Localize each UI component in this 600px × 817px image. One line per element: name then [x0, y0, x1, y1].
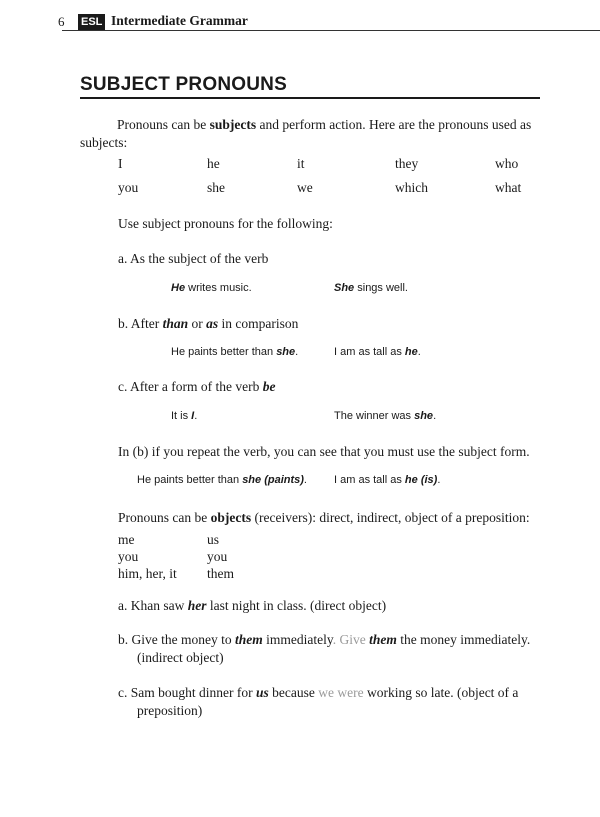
pronoun-cell: they	[395, 156, 419, 171]
page-number: 6	[58, 14, 65, 29]
example-text: b. Give the money to	[118, 632, 235, 647]
example-text: I am as tall as	[334, 474, 405, 486]
example-text: the money immediately.	[396, 632, 531, 647]
pronoun-cell: which	[395, 180, 428, 195]
pronoun-cell: we	[297, 180, 313, 195]
object-example-c	[118, 685, 518, 701]
pronoun-cell: she	[207, 180, 225, 195]
object-pronoun: you	[207, 549, 228, 564]
rule-c-label	[118, 379, 275, 395]
intro-text-end: and perform action. Here are the pronouns used as subjects:	[80, 117, 532, 150]
example-text: writes music.	[185, 282, 252, 294]
label-text: c. After a form of the verb	[118, 379, 263, 394]
rule-b-example-2	[334, 346, 421, 358]
example-bold: he (is)	[404, 474, 438, 486]
repeat-example-2	[334, 474, 440, 486]
example-text: He paints better than	[171, 346, 277, 358]
rule-a-label: a. As the subject of the verb	[118, 251, 269, 266]
example-text-faded: . Give	[332, 632, 370, 647]
intro-text-end: (receivers): direct, indirect, object of a preposition:	[251, 510, 530, 525]
example-bold: her	[187, 598, 207, 613]
example-bold: she	[276, 346, 296, 358]
example-text: last night in class. (direct object)	[206, 598, 387, 613]
pronoun-cell: what	[495, 180, 522, 195]
label-text: in comparison	[218, 316, 299, 331]
intro-text: Pronouns can be	[117, 117, 210, 132]
object-pronoun: you	[118, 549, 139, 564]
label-bold: than	[162, 316, 189, 331]
pronoun-cell: he	[207, 156, 220, 171]
example-text: It is	[171, 410, 192, 422]
example-text: The winner was	[334, 410, 415, 422]
intro-bold: objects	[210, 510, 252, 525]
label-bold: as	[206, 316, 219, 331]
intro-text: Pronouns can be	[118, 510, 211, 525]
example-bold: he	[404, 346, 418, 358]
example-text: .	[303, 474, 307, 486]
section-title: SUBJECT PRONOUNS	[80, 74, 287, 95]
rule-a-example-2	[334, 282, 408, 294]
title-rule	[80, 97, 540, 99]
example-text: .	[437, 474, 441, 486]
repeat-example-1	[137, 474, 307, 486]
rule-c-example-1	[171, 410, 197, 422]
example-bold: She	[334, 282, 355, 294]
intro-paragraph	[80, 116, 542, 152]
pronoun-cell: you	[118, 180, 139, 195]
example-bold: us	[255, 685, 269, 700]
object-example-b-note: (indirect object)	[137, 650, 224, 665]
example-bold: He	[171, 282, 186, 294]
example-text: .	[295, 346, 299, 358]
repeat-line: In (b) if you repeat the verb, you can see that you must use the subject form.	[118, 444, 530, 459]
example-bold: them	[369, 632, 397, 647]
example-text: because	[268, 685, 319, 700]
object-example-a	[118, 598, 386, 614]
rule-c-example-2	[334, 410, 436, 422]
pronoun-cell: who	[495, 156, 519, 171]
header-badge: ESL	[78, 14, 105, 30]
objects-intro	[118, 510, 530, 526]
example-text: He paints better than	[137, 474, 243, 486]
example-text: .	[433, 410, 437, 422]
object-example-b	[118, 632, 530, 648]
rule-b-example-1	[171, 346, 298, 358]
example-text: .	[194, 410, 198, 422]
object-pronoun: me	[118, 532, 135, 547]
example-text: a. Khan saw	[118, 598, 188, 613]
pronoun-cell: it	[297, 156, 305, 171]
object-example-c-note: preposition)	[137, 703, 203, 718]
example-text: c. Sam bought dinner for	[118, 685, 256, 700]
example-text: .	[417, 346, 421, 358]
intro-bold: subjects	[209, 117, 257, 132]
header-rule	[62, 30, 600, 31]
rule-a-example-1	[171, 282, 252, 294]
object-pronoun: them	[207, 566, 234, 581]
example-text: sings well.	[354, 282, 408, 294]
label-text: or	[188, 316, 207, 331]
object-pronoun: us	[207, 532, 220, 547]
rule-b-label	[118, 316, 298, 332]
example-bold: I	[191, 410, 195, 422]
example-text-faded: we were	[318, 685, 364, 700]
label-text: b. After	[118, 316, 163, 331]
example-bold: them	[234, 632, 263, 647]
example-text: I am as tall as	[334, 346, 405, 358]
example-text: working so late. (object of a	[363, 685, 519, 700]
example-bold: she	[414, 410, 434, 422]
example-text: immediately	[262, 632, 333, 647]
object-pronoun: him, her, it	[118, 566, 177, 581]
example-bold: she (paints)	[242, 474, 304, 486]
pronoun-cell: I	[118, 156, 123, 171]
label-bold: be	[262, 379, 276, 394]
use-line: Use subject pronouns for the following:	[118, 216, 333, 231]
header-title: Intermediate Grammar	[111, 13, 248, 28]
